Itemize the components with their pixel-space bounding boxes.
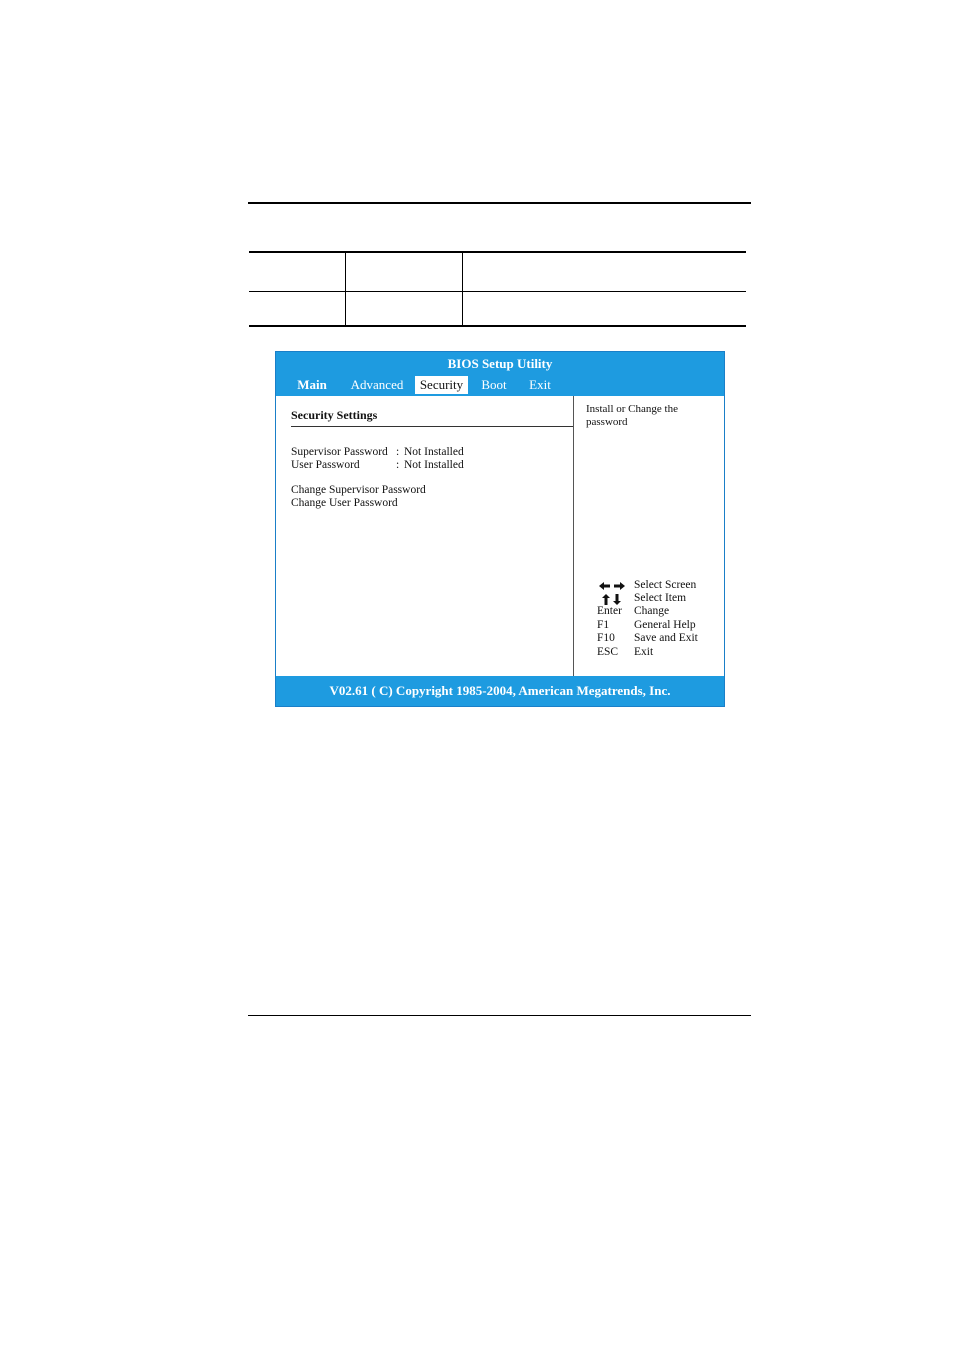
section-divider — [291, 426, 573, 427]
section-title: Security Settings — [291, 408, 378, 422]
key-description: Select Screen — [634, 579, 697, 591]
tab-main[interactable]: Main — [297, 377, 327, 392]
change-user-password-item[interactable]: Change User Password — [291, 497, 398, 509]
bios-title-bar: BIOS Setup Utility — [276, 352, 724, 374]
tab-advanced[interactable]: Advanced — [350, 377, 404, 392]
table-top-rule — [249, 251, 746, 253]
key-label: ESC — [597, 646, 619, 658]
tab-boot[interactable]: Boot — [481, 377, 507, 392]
header-rule — [248, 202, 751, 204]
key-legend-row — [594, 605, 734, 618]
user-password-label: User Password — [291, 459, 360, 471]
change-supervisor-password-item[interactable]: Change Supervisor Password — [291, 484, 426, 496]
tab-exit[interactable]: Exit — [529, 377, 551, 392]
bios-tab-bar — [276, 374, 724, 396]
table-column-divider — [462, 251, 463, 327]
document-table — [249, 251, 746, 327]
table-bottom-rule — [249, 325, 746, 327]
help-pane — [573, 396, 724, 676]
supervisor-password-status: Not Installed — [404, 446, 464, 458]
key-description: Exit — [634, 646, 654, 658]
help-text: Install or Change the password — [586, 403, 678, 428]
key-legend-row — [594, 646, 734, 659]
key-label: Enter — [597, 605, 622, 617]
settings-pane — [276, 396, 573, 676]
table-column-divider — [345, 251, 346, 327]
key-description: Save and Exit — [634, 632, 698, 644]
key-legend-row — [594, 619, 734, 632]
key-legend-row — [594, 632, 734, 645]
table-middle-rule — [249, 291, 746, 292]
supervisor-password-label: Supervisor Password — [291, 446, 388, 458]
key-description: Select Item — [634, 592, 687, 604]
key-legend-row — [594, 592, 734, 605]
key-label: F10 — [597, 632, 615, 644]
tab-security[interactable]: Security — [415, 376, 468, 394]
key-description: General Help — [634, 619, 696, 631]
key-legend-row — [594, 579, 734, 592]
key-label: F1 — [597, 619, 610, 631]
bios-setup-window — [275, 351, 725, 707]
field-separator: : — [396, 446, 400, 458]
footer-rule — [248, 1015, 751, 1016]
copyright-footer: V02.61 ( C) Copyright 1985-2004, American Megatrends, Inc. — [276, 676, 724, 706]
user-password-status: Not Installed — [404, 459, 464, 471]
field-separator: : — [396, 459, 400, 471]
key-description: Change — [634, 605, 670, 617]
